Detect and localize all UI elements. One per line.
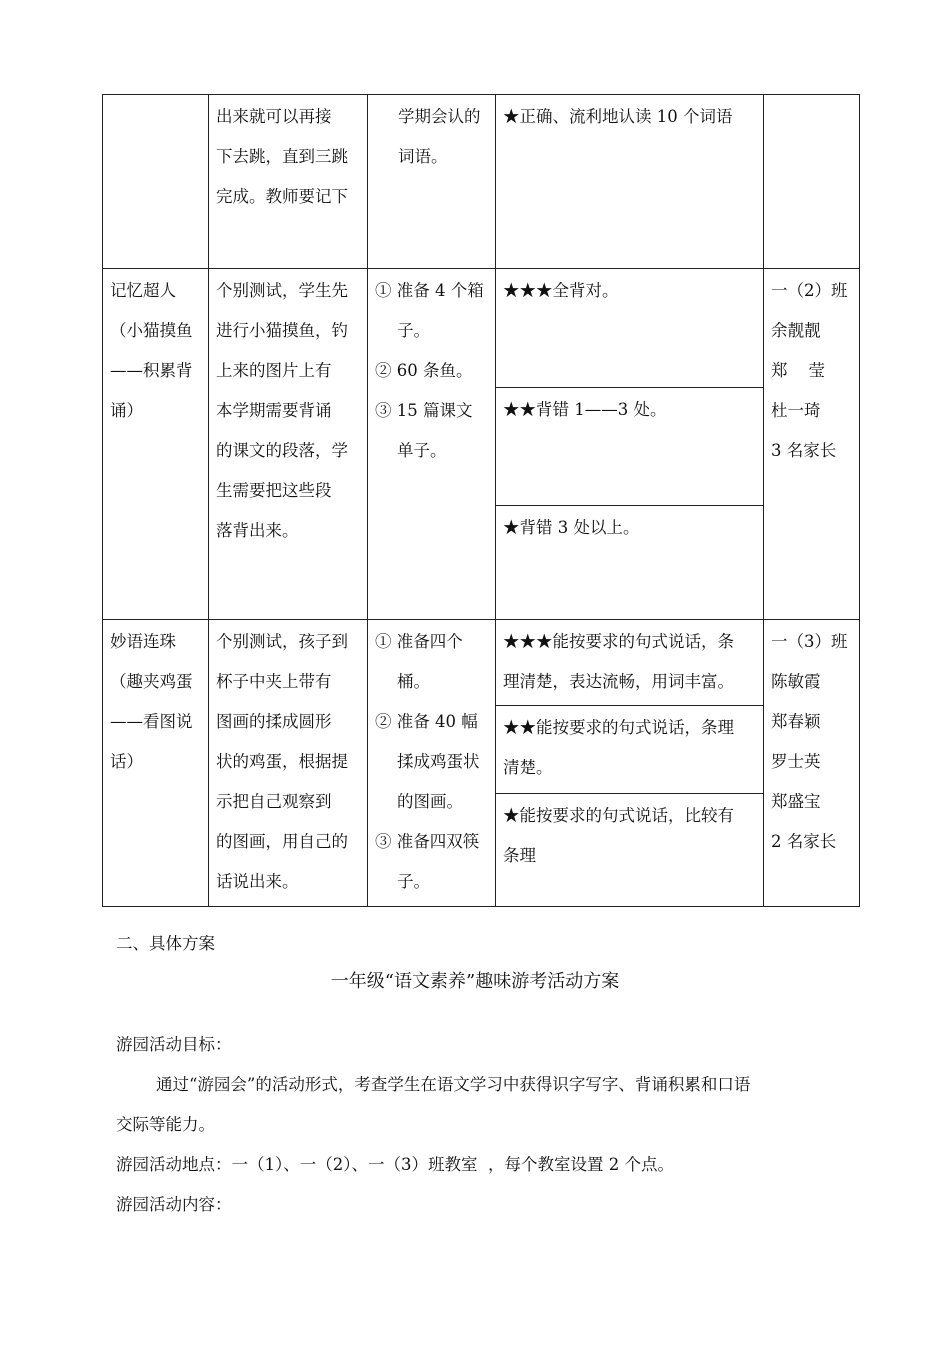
document-title: 一年级“语文素养”趣味游考活动方案 xyxy=(330,971,620,992)
preparation-cell: 学期会认的 词语。 xyxy=(368,95,496,269)
criteria-level-2: ★★背错 1——3 处。 xyxy=(496,388,763,506)
goal-label: 游园活动目标： xyxy=(116,1035,232,1054)
preparation-cell: ① 准备 4 个箱 子。 ② 60 条鱼。 ③ 15 篇课文 单子。 xyxy=(368,269,496,620)
criteria-level-2: ★★能按要求的句式说话，条理 清楚。 xyxy=(496,706,763,794)
table-row xyxy=(103,95,860,269)
preparation-cell: ① 准备四个 桶。 ② 准备 40 幅 揉成鸡蛋状 的图画。 ③ 准备四双筷 子。 xyxy=(368,620,496,907)
staff-cell: 一（2）班 余靓靓 郑 莹 杜一琦 3 名家长 xyxy=(764,269,860,620)
criteria-cell xyxy=(496,269,764,620)
criteria-level-1: ★背错 3 处以上。 xyxy=(503,518,640,537)
staff-cell: 一（3）班 陈敏霞 郑春颖 罗士英 郑盛宝 2 名家长 xyxy=(764,620,860,907)
table-row xyxy=(103,269,860,620)
staff-cell xyxy=(764,95,860,269)
activity-name-cell xyxy=(103,95,209,269)
criteria-cell: ★正确、流利地认读 10 个词语 xyxy=(496,95,764,269)
activity-name-cell: 妙语连珠 （趣夹鸡蛋 ——看图说 话） xyxy=(103,620,209,907)
activity-name-cell: 记忆超人 （小猫摸鱼 ——积累背 诵） xyxy=(103,269,209,620)
location-line: 游园活动地点：一（1）、一（2）、一（3）班教室 ，每个教室设置 2 个点。 xyxy=(116,1155,674,1174)
content-label: 游园活动内容： xyxy=(116,1195,232,1214)
criteria-level-3: ★★★全背对。 xyxy=(496,269,763,388)
criteria-cell xyxy=(496,620,764,907)
method-cell: 个别测试，孩子到 杯子中夹上带有 图画的揉成圆形 状的鸡蛋，根据提 示把自己观察到 的图画，用自己的 话说出来。 xyxy=(209,620,368,907)
goal-text: 通过“游园会”的活动形式，考查学生在语文学习中获得识字写字、背诵积累和口语 xyxy=(156,1075,751,1094)
criteria-level-1: ★能按要求的句式说话，比较有 条理 xyxy=(503,806,734,865)
method-cell: 个别测试，学生先 进行小猫摸鱼，钓 上来的图片上有 本学期需要背诵 的课文的段落，学 生需要把这些段 落背出来。 xyxy=(209,269,368,620)
section-heading: 二、具体方案 xyxy=(116,934,215,953)
criteria-level-3: ★★★能按要求的句式说话，条 理清楚，表达流畅，用词丰富。 xyxy=(496,620,763,706)
table-row xyxy=(103,620,860,907)
method-cell: 出来就可以再接 下去跳，直到三跳 完成。教师要记下 xyxy=(209,95,368,269)
goal-text-continued: 交际等能力。 xyxy=(116,1115,215,1134)
activity-table xyxy=(102,94,860,907)
